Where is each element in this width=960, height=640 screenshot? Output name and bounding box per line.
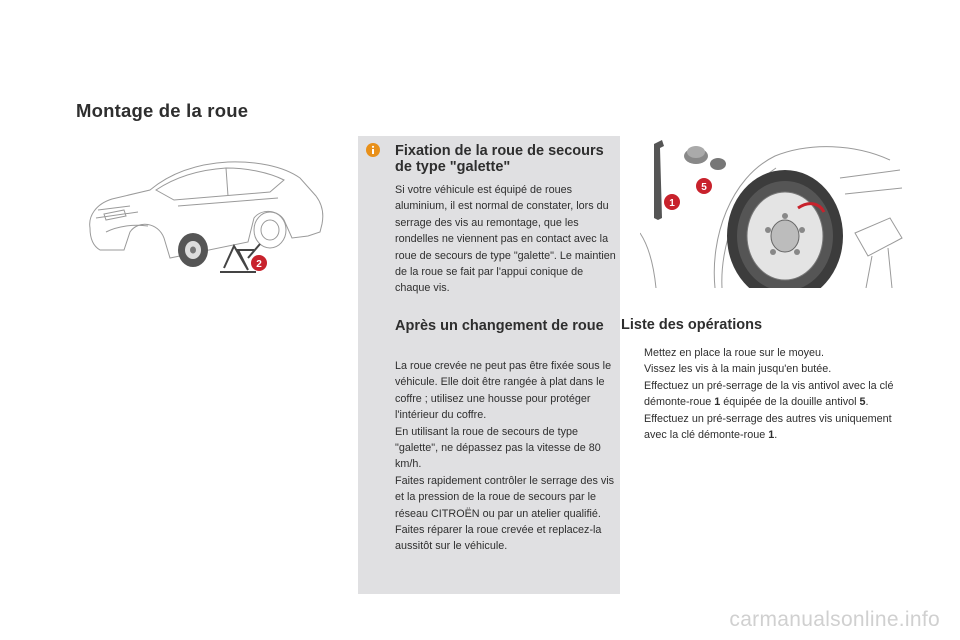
callout-number: 5 bbox=[701, 182, 707, 193]
section-heading-galette: Fixation de la roue de secours de type "galette" bbox=[395, 143, 604, 175]
list-item-text: équipée de la douille antivol bbox=[720, 396, 860, 409]
spare-wheel-icon bbox=[178, 233, 208, 267]
paragraph: En utilisant la roue de secours de type "galette", ne dépassez pas la vitesse de 80 km/h. bbox=[395, 425, 601, 471]
reference-number: 5 bbox=[859, 396, 866, 409]
spare-tyre-icon bbox=[727, 170, 843, 288]
info-panel bbox=[358, 136, 620, 594]
paragraph: Faites réparer la roue crevée et replacez-la aussitôt sur le véhicule. bbox=[395, 524, 602, 553]
list-item-text: . bbox=[865, 396, 869, 409]
paragraph: La roue crevée ne peut pas être fixée sous le véhicule. Elle doit être rangée à plat dans le coffre ; utilisez une housse pour protéger l'intérieur du coffre. bbox=[395, 360, 612, 422]
section-text-after-change bbox=[395, 358, 617, 555]
callout-number: 2 bbox=[256, 259, 262, 270]
section-text-galette: Si votre véhicule est équipé de roues aluminium, il est normal de constater, lors du serrage des vis au remontage, que les rondelles ne viennent pas en contact avec la roue de secours de type "galette". Le maintien de la roue se fait par l'appui conique de chaque vis. bbox=[395, 184, 616, 295]
section-heading-after-change: Après un changement de roue bbox=[395, 318, 604, 334]
list-item bbox=[621, 411, 896, 444]
callout-number: 1 bbox=[669, 198, 675, 209]
list-item-text: Vissez les vis à la main jusqu'en butée. bbox=[644, 363, 832, 376]
antitheft-socket-icon bbox=[684, 146, 726, 170]
page-title: Montage de la roue bbox=[76, 100, 249, 121]
list-item bbox=[621, 345, 896, 361]
operations-list bbox=[621, 345, 896, 443]
wheel-wrench-icon bbox=[654, 140, 664, 220]
info-icon bbox=[366, 143, 380, 157]
watermark: carmanualsonline.info bbox=[729, 608, 940, 631]
list-item bbox=[621, 378, 896, 411]
reference-number: 1 bbox=[768, 429, 775, 442]
list-item-text: Effectuez un pré-serrage des autres vis uniquement avec la clé démonte-roue bbox=[644, 412, 892, 442]
wheel-tools-illustration bbox=[640, 138, 910, 288]
car-jack-illustration bbox=[78, 150, 328, 300]
list-item bbox=[621, 361, 896, 377]
list-item-text: . bbox=[774, 429, 778, 442]
paragraph: Faites rapidement contrôler le serrage des vis et la pression de la roue de secours par le réseau CITROËN ou par un atelier qualifié. bbox=[395, 474, 615, 520]
list-item-text: Mettez en place la roue sur le moyeu. bbox=[644, 347, 825, 359]
reference-number: 1 bbox=[714, 396, 721, 409]
operations-heading: Liste des opérations bbox=[621, 317, 763, 333]
list-item-text: Effectuez un pré-serrage de la vis antivol avec la clé démonte-roue bbox=[644, 379, 894, 409]
